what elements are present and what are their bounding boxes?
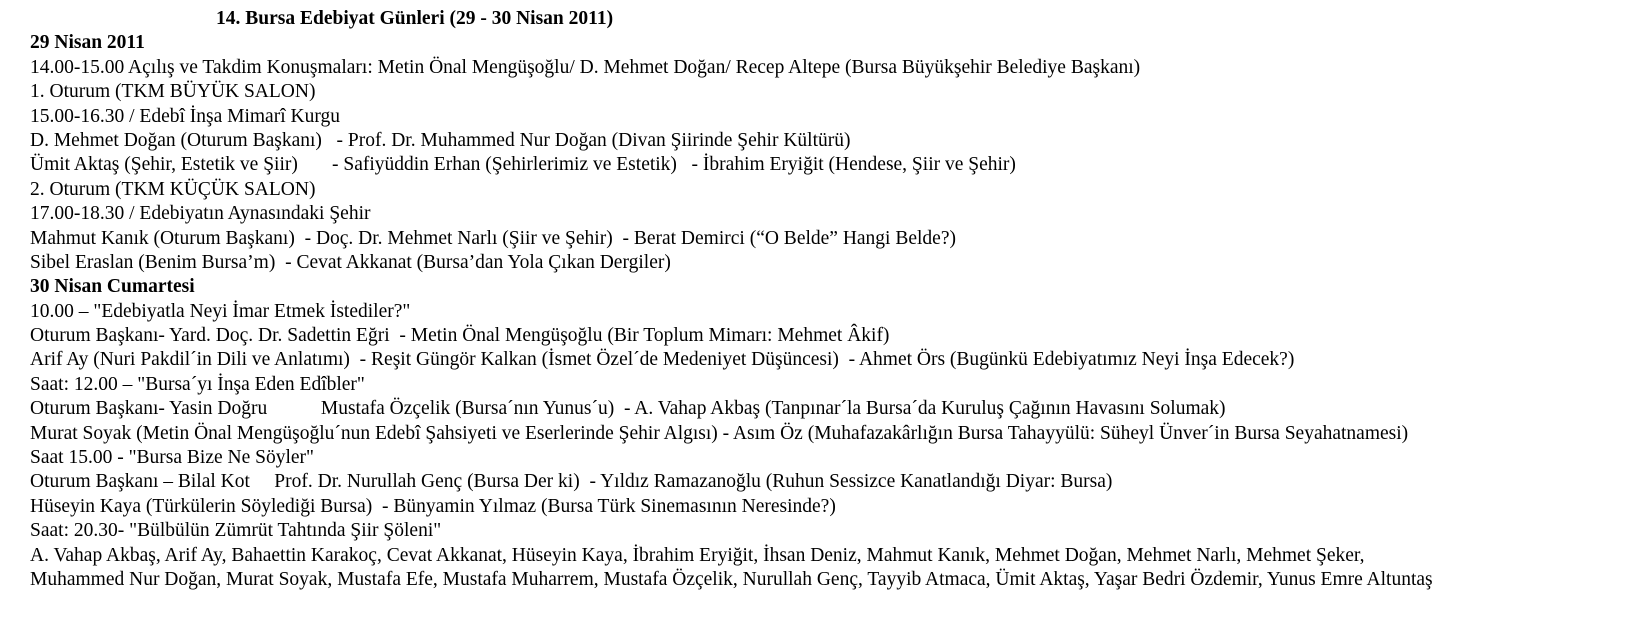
program-line: Sibel Eraslan (Benim Bursa’m) - Cevat Akkanat (Bursa’dan Yola Çıkan Dergiler) <box>30 251 671 273</box>
program-line: Hüseyin Kaya (Türkülerin Söylediği Bursa) - Bünyamin Yılmaz (Bursa Türk Sinemasının Neresinde?) <box>30 495 836 517</box>
program-line: Saat: 20.30- "Bülbülün Zümrüt Tahtında Şiir Şöleni" <box>30 520 442 542</box>
program-line: 15.00-16.30 / Edebî İnşa Mimarî Kurgu <box>30 105 340 127</box>
program-line: Arif Ay (Nuri Pakdil´in Dili ve Anlatımı) - Reşit Güngör Kalkan (İsmet Özel´de Medeniyet Düşüncesi) - Ahmet Örs (Bugünkü Edebiyatımız Neyi İnşa Edecek?) <box>30 349 1295 371</box>
section-heading: 29 Nisan 2011 <box>30 32 145 54</box>
program-line: Oturum Başkanı- Yasin Doğru Mustafa Özçelik (Bursa´nın Yunus´u) - A. Vahap Akbaş (Tanpınar´la Bursa´da Kuruluş Çağının Havasını Solumak) <box>30 398 1226 420</box>
program-line: A. Vahap Akbaş, Arif Ay, Bahaettin Karakoç, Cevat Akkanat, Hüseyin Kaya, İbrahim Eryiğit, İhsan Deniz, Mahmut Kanık, Mehmet Doğan, Mehmet Narlı, Mehmet Şeker, <box>30 544 1365 566</box>
program-line: 2. Oturum (TKM KÜÇÜK SALON) <box>30 178 316 200</box>
program-line: Oturum Başkanı- Yard. Doç. Dr. Sadettin Eğri - Metin Önal Mengüşoğlu (Bir Toplum Mimarı: Mehmet Âkif) <box>30 325 890 347</box>
program-line: 17.00-18.30 / Edebiyatın Aynasındaki Şehir <box>30 203 371 225</box>
program-line: Murat Soyak (Metin Önal Mengüşoğlu´nun Edebî Şahsiyeti ve Eserlerinde Şehir Algısı) - Asım Öz (Muhafazakârlığın Bursa Tahayyülü: Süheyl Ünver´in Bursa Seyahatnamesi) <box>30 422 1409 444</box>
program-line: 1. Oturum (TKM BÜYÜK SALON) <box>30 81 316 103</box>
program-line: Muhammed Nur Doğan, Murat Soyak, Mustafa Efe, Mustafa Muharrem, Mustafa Özçelik, Nurullah Genç, Tayyib Atmaca, Ümit Aktaş, Yaşar Bedri Özdemir, Yunus Emre Altuntaş <box>30 568 1433 590</box>
program-line: Mahmut Kanık (Oturum Başkanı) - Doç. Dr. Mehmet Narlı (Şiir ve Şehir) - Berat Demirci (“O Belde” Hangi Belde?) <box>30 227 956 249</box>
program-line: Oturum Başkanı – Bilal Kot Prof. Dr. Nurullah Genç (Bursa Der ki) - Yıldız Ramazanoğlu (Ruhun Sessizce Kanatlandığı Diyar: Bursa) <box>30 471 1113 493</box>
program-lines <box>30 31 1640 592</box>
program-line: D. Mehmet Doğan (Oturum Başkanı) - Prof. Dr. Muhammed Nur Doğan (Divan Şiirinde Şehir Kültürü) <box>30 129 851 151</box>
program-line: Ümit Aktaş (Şehir, Estetik ve Şiir) - Safiyüddin Erhan (Şehirlerimiz ve Estetik) - İbrahim Eryiğit (Hendese, Şiir ve Şehir) <box>30 154 1016 176</box>
program-line: Saat: 12.00 – "Bursa´yı İnşa Eden Edîbler" <box>30 373 365 395</box>
section-heading: 30 Nisan Cumartesi <box>30 276 195 298</box>
program-line: 10.00 – "Edebiyatla Neyi İmar Etmek İstediler?" <box>30 300 411 322</box>
document-title: 14. Bursa Edebiyat Günleri (29 - 30 Nisan 2011) <box>216 8 614 29</box>
program-line: Saat 15.00 - "Bursa Bize Ne Söyler" <box>30 447 314 469</box>
program-document <box>30 7 1640 592</box>
program-line: 14.00-15.00 Açılış ve Takdim Konuşmaları: Metin Önal Mengüşoğlu/ D. Mehmet Doğan/ Recep Altepe (Bursa Büyükşehir Belediye Başkanı) <box>30 56 1141 78</box>
